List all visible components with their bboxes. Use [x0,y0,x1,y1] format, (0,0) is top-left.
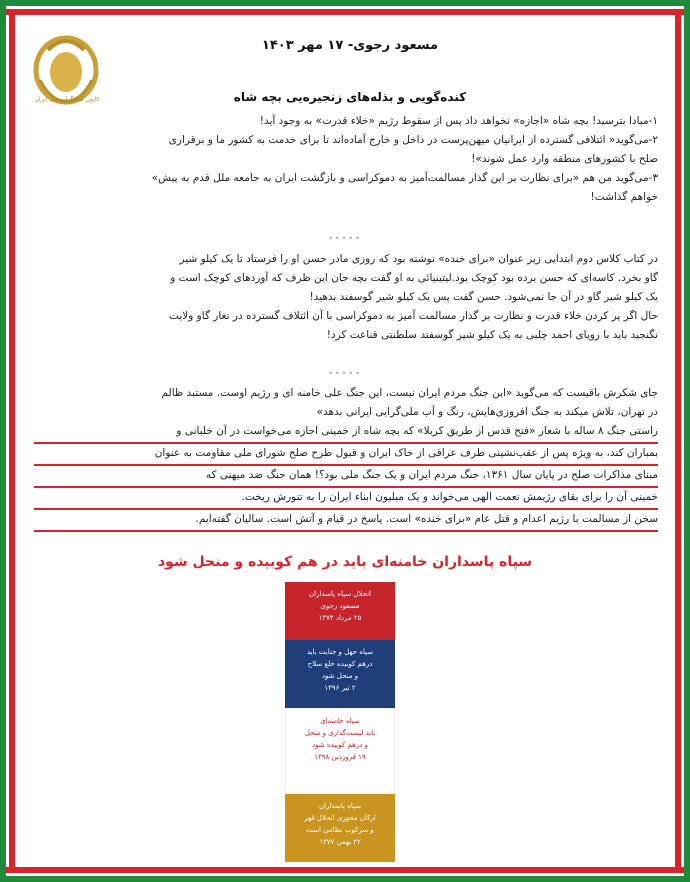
card-line: سپاه خامنه‌ای [320,717,360,725]
section-3-line: جای شکرش باقیست که می‌گوید «این جنگ مردم ایران نیست، این جنگ علی خامنه‌ ای و رژیم اوست. مستبد ظالم [161,387,658,399]
border-green-left [0,0,6,882]
card-line: ۲۵ مرداد ۱۳۷۴ [318,614,362,622]
section-2-line: گاو بخرد. کاسه‌ای که حسن برده بود کوچک بود.لیتینیائی به او گفت بچه جان این ظرف که آوردهای کوچک است و [170,272,658,284]
underlined-line: خمینی آن را برای بقای رژیمش نعمت الهی می‌خواند و یک میلیون ابناء ایران را به تنورش ریخت. [34,488,658,510]
border-green-right [684,0,690,882]
border-green-top [0,0,690,6]
underlined-line: راستی جنگ ۸ ساله با شعار «فتح قدس از طریق کربلا» که بچه شاه از خمینی اجازه می‌خواست در آن خلبانی و [34,422,658,444]
section-1-line: خواهم گذاشت! [590,191,658,203]
section-2-line: نگنجید باید با رویای احمد چلبی به یک کیلو شیر گوسفند سلطنتی قناعت کرد! [326,329,658,341]
poster-card [285,708,395,794]
logo-caption: کانون کنشگران ملی ایران [34,96,100,103]
section-1-line: ۱-مبادا بترسید! بچه شاه «اجازه» نخواهد داد پس از سقوط رژیم «خلاء قدرت» به وجود آید! [259,115,658,127]
section-2 [34,250,658,345]
section-3 [34,384,658,532]
section-1-line: ۲-می‌گوید« ائتلافی گسترده از ایرانیان میهن‌پرست در داخل و خارج آماده‌اند تا برای خدمت به کشور ما و برقراری [168,134,658,146]
border-red-bottom [0,867,690,873]
poster-card [285,794,395,862]
card-line: و سرکوب نظامی است [306,826,374,834]
underlined-line: سخن از مسالمت با رژیم اعدام و قتل عام «برای خنده» است. پاسخ در قیام و آتش است. سالیان گفته‌ایم. [34,510,658,532]
author-date: مسعود رجوی- ۱۷ مهر ۱۴۰۳ [261,38,439,53]
border-green-bottom [0,876,690,882]
card-line: مسعود رجوی [320,602,360,610]
poster-card [285,582,395,640]
page-title: کنده‌گویی و بذله‌های زنجیره‌یی بچه شاه [233,90,467,104]
poster-stack [285,582,395,862]
border-red-right [675,9,681,873]
card-line: انحلال سپاه پاسداران [309,590,371,598]
section-1-line: صلح با کشورهای منطقه وارد عمل شوند»! [471,153,658,165]
divider: ••••• [328,234,362,243]
section-2-line: در کتاب کلاس دوم ابتدایی زیر عنوان «برای خنده» نوشته بود که روزی مادر حسن او را فرستاد تا یک کیلو شیر [179,253,658,265]
border-red-top [0,9,690,15]
section-1-line: ۳-می‌گوید من هم «برای نظارت بر این گذار مسالمت‌آمیز به دموکراسی و بازگشت ایران به جامعه ملل قدم به پیش» [151,172,658,184]
card-line: درهم کوبیده خلع سلاح [307,660,373,668]
card-line: ارکان محوری انحلال قهر [304,814,376,822]
underlined-line: مبنای مذاکرات صلح در پایان سال ۱۳۶۱، جنگ مردم ایران و یک جنگ ملی بود؟! همان جنگ ضد میهنی که [34,466,658,488]
border-red-left [9,9,15,873]
card-line: ۲ تیر ۱۳۹۶ [324,684,356,692]
card-line: سپاه جهل و جنایت باید [306,648,373,656]
section-2-line: یک کیلو شیر گاو در آن جا نمی‌شود. حسن گفت پس یک کیلو شیر گوسفند بدهید! [309,291,658,303]
section-1 [34,112,658,207]
divider: ••••• [328,369,362,378]
slogan-heading: سپاه پاسداران خامنه‌ای باید در هم کوبیده و منحل شود [157,554,533,570]
card-line: ۱۹ فروردین ۱۳۹۸ [314,753,366,761]
card-line: سپاه پاسداران [318,802,362,810]
card-line: و منحل شود [321,672,359,680]
section-2-line: حال اگر پر کردن خلاء قدرت و نظارت بر گذار مسالمت آمیز به دموکراسی با آن ائتلاف گسترده در تغار گاو ولایت [169,310,658,322]
section-3-line: در تهران، تلاش میکند به جنگ افروزی‌هایش، رنگ و آب ملی‌گرایی ایرانی بدهد» [316,406,658,418]
poster-card [285,640,395,708]
card-line: و درهم کوبیده شود [312,741,368,749]
underlined-line: بمباران کند، به ویژه پس از عقب‌نشینی طرف عراقی از خاک ایران و قبول طرح صلح شورای ملی مقاومت به عنوان [34,444,658,466]
card-line: باید لیست‌گذاری و منحل [304,729,376,737]
card-line: ۲۲ بهمن ۱۳۷۷ [319,838,361,846]
